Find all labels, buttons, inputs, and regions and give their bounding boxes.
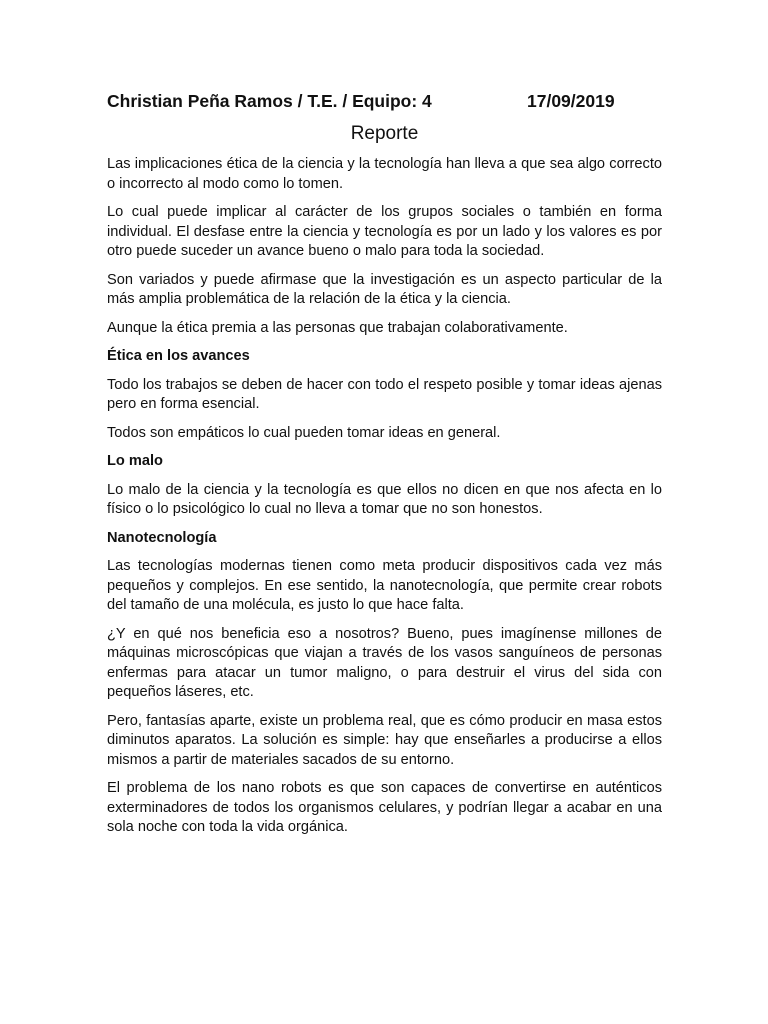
paragraph: Aunque la ética premia a las personas que trabajan colaborativamente. bbox=[107, 319, 568, 336]
document-header bbox=[107, 89, 662, 113]
paragraph: Todos son empáticos lo cual pueden tomar ideas en general. bbox=[107, 424, 501, 441]
paragraph: Las tecnologías modernas tienen como meta producir dispositivos cada vez más pequeños y complejos. En ese sentido, la nanotecnología, que permite crear robots del tamaño de una molécula, es justo lo que hace falta. bbox=[107, 558, 662, 613]
section-heading-malo: Lo malo bbox=[107, 453, 163, 469]
paragraph: ¿Y en qué nos beneficia eso a nosotros? Bueno, pues imagínense millones de máquinas microscópicas que viajan a través de los vasos sanguíneos de personas enfermas para atacar un tumor maligno, o para destruir el virus del sida con pequeños láseres, etc. bbox=[107, 625, 662, 700]
paragraph: Son variados y puede afirmase que la investigación es un aspecto particular de la más amplia problemática de la relación de la ética y la ciencia. bbox=[107, 271, 662, 307]
paragraph: Todo los trabajos se deben de hacer con todo el respeto posible y tomar ideas ajenas pero en forma esencial. bbox=[107, 376, 662, 412]
paragraph: Las implicaciones ética de la ciencia y la tecnología han lleva a que sea algo correcto o incorrecto al modo como lo tomen. bbox=[107, 156, 662, 192]
section-heading-etica: Ética en los avances bbox=[107, 348, 250, 364]
paragraph: El problema de los nano robots es que son capaces de convertirse en auténticos exterminadores de todos los organismos celulares, y podrían llegar a acabar en una sola noche con toda la vida orgánica. bbox=[107, 780, 662, 835]
paragraph: Lo cual puede implicar al carácter de los grupos sociales o también en forma individual. El desfase entre la ciencia y tecnología es por un lado y los valores es por otro puede suceder un avance bueno o malo para toda la sociedad. bbox=[107, 204, 662, 259]
document-date: 17/09/2019 bbox=[527, 91, 615, 111]
document-body bbox=[107, 155, 662, 847]
paragraph: Pero, fantasías aparte, existe un problema real, que es cómo producir en masa estos diminutos aparatos. La solución es simple: hay que enseñarles a producirse a ellos mismos a partir de materiales sacados de su entorno. bbox=[107, 712, 662, 768]
document-title: Reporte bbox=[350, 123, 419, 144]
author-line: Christian Peña Ramos / T.E. / Equipo: 4 bbox=[107, 91, 432, 111]
paragraph: Lo malo de la ciencia y la tecnología es que ellos no dicen en que nos afecta en lo físico o lo psicológico lo cual no lleva a tomar que no son honestos. bbox=[107, 481, 662, 517]
section-heading-nano: Nanotecnología bbox=[107, 529, 217, 546]
